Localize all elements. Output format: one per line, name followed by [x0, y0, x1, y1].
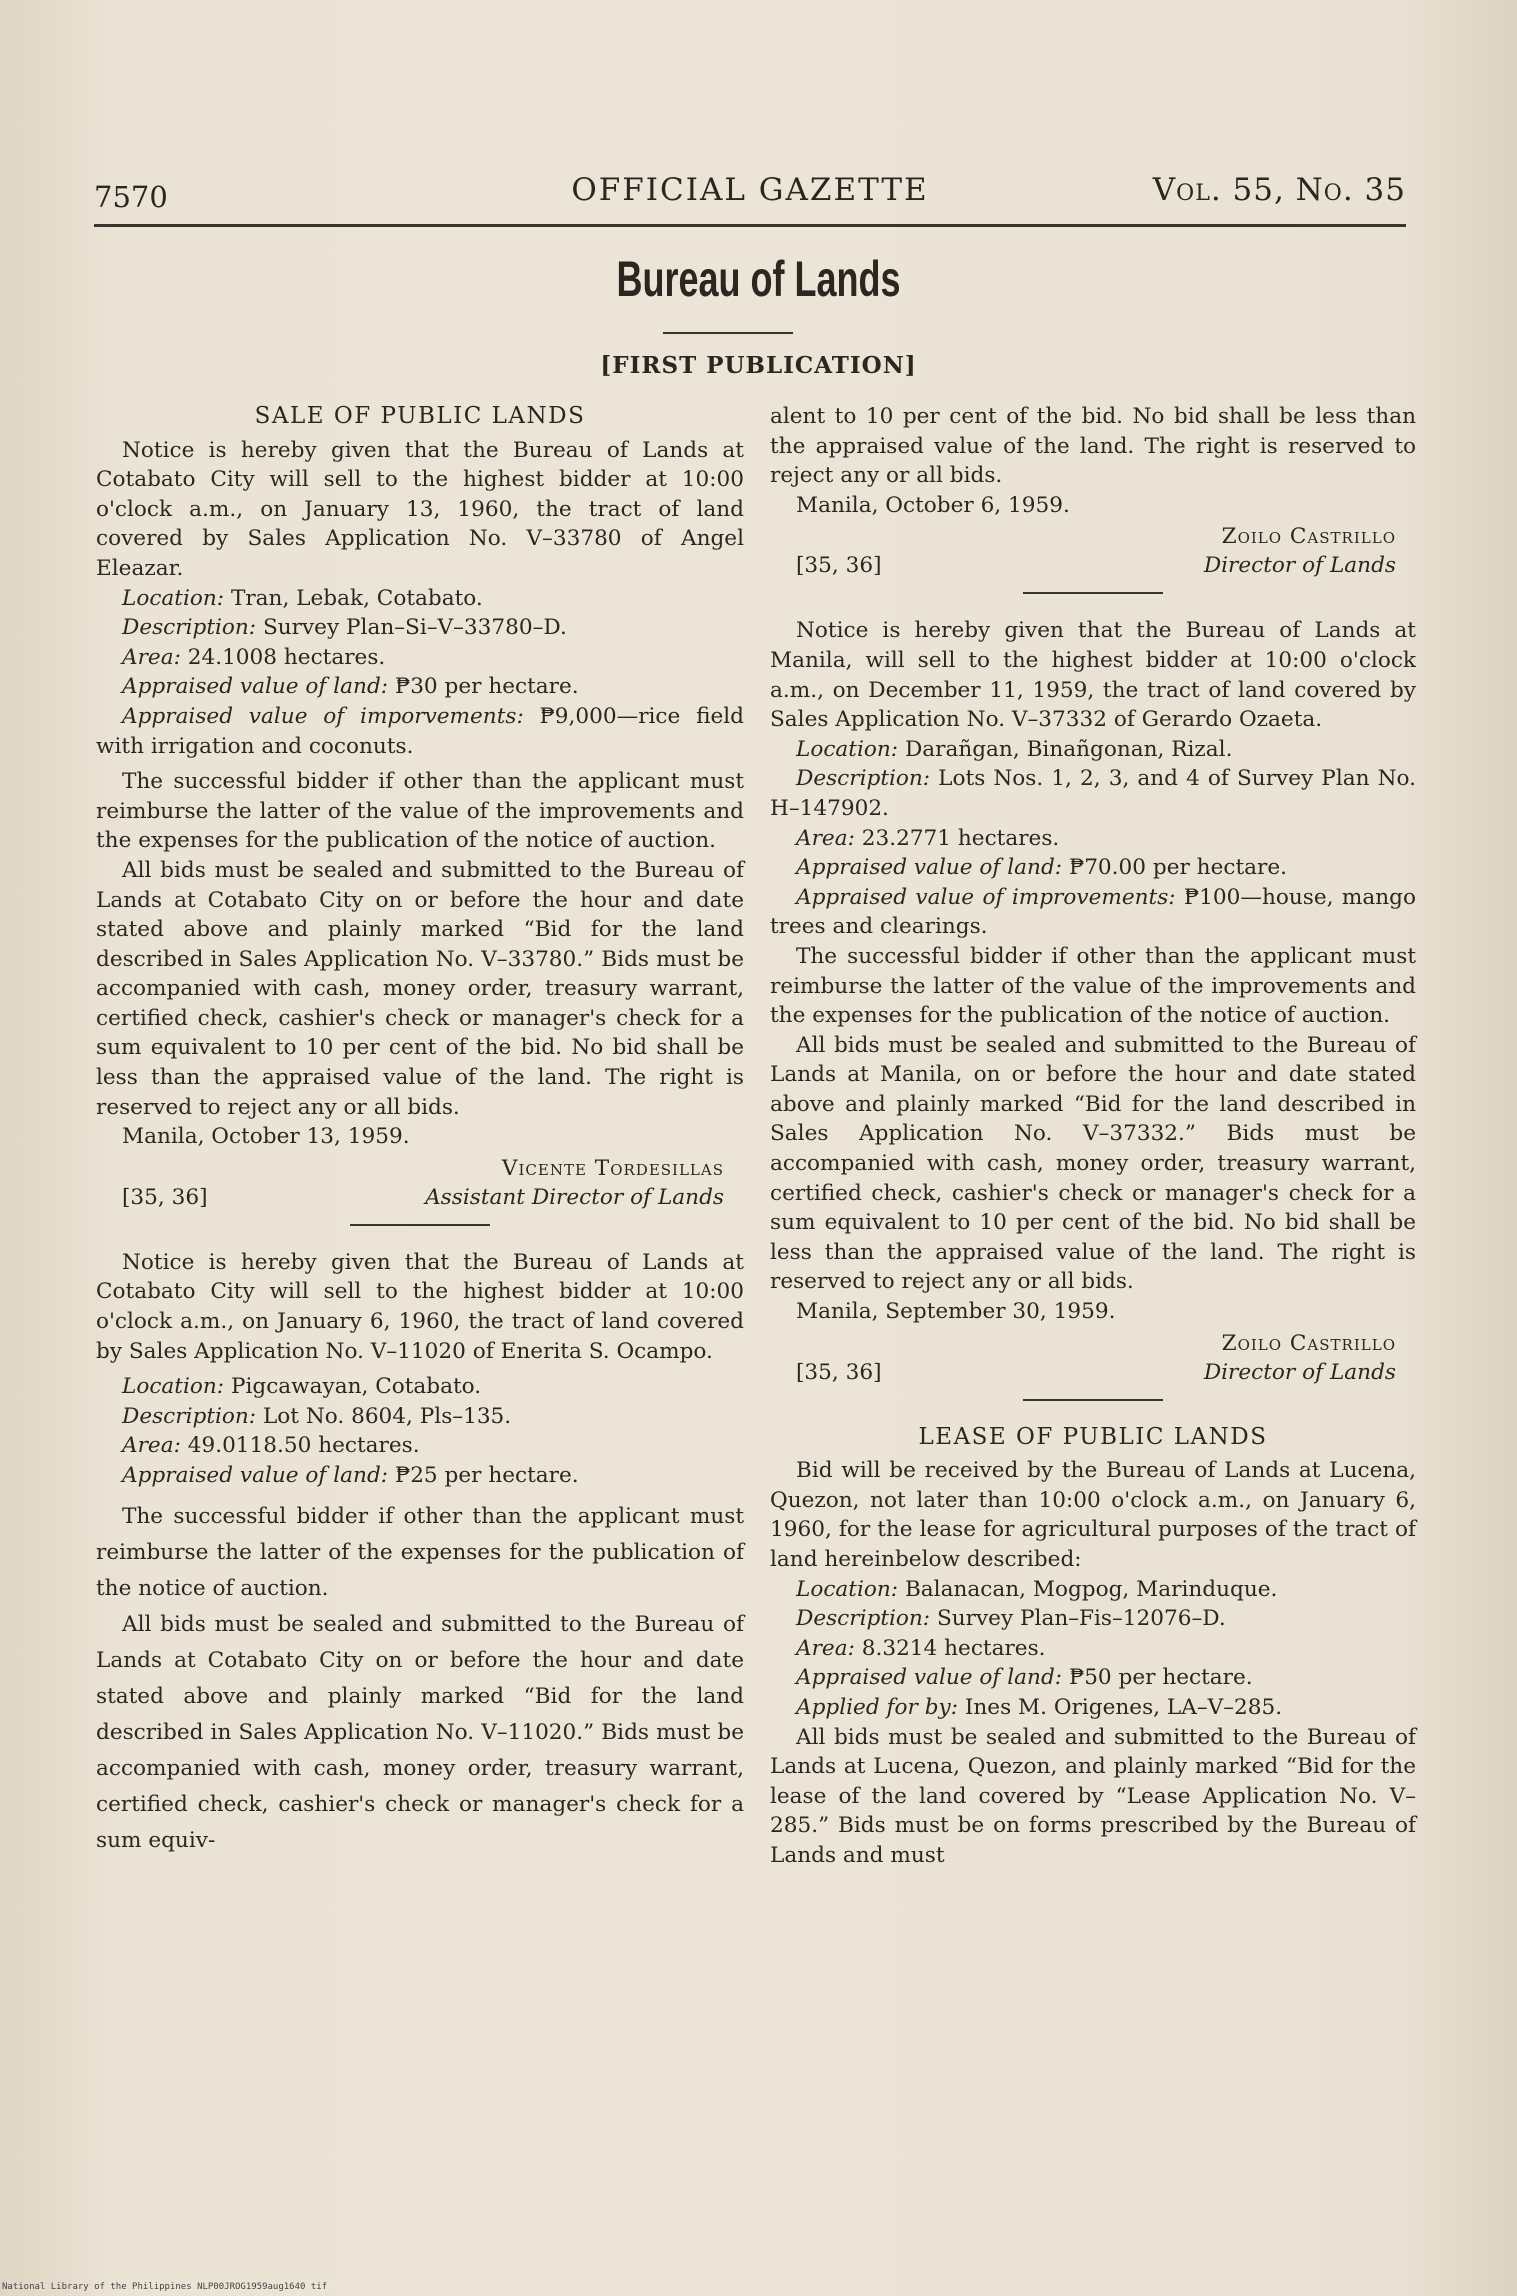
scan-footer: National Library of the Philippines NLP00JROG1959aug1640 tif — [2, 2282, 328, 2292]
description-value: Lot No. 8604, Pls–135. — [256, 1403, 512, 1429]
lease-bids-paragraph: All bids must be sealed and submitted to the Bureau of Lands at Lucena, Quezon, and plainly marked “Bid for the lease of the land covered by “Lease Application No. V–285.” Bids must be on forms prescribed by the Bureau of Lands and must — [770, 1724, 1416, 1868]
appraised-land-line — [96, 1461, 744, 1491]
sale-heading: SALE OF PUBLIC LANDS — [254, 403, 586, 429]
location-label: Location: — [122, 585, 225, 611]
description-line — [770, 1604, 1416, 1634]
description-value: Survey Plan–Si–V–33780–D. — [256, 615, 567, 641]
notice-date: Manila, October 13, 1959. — [122, 1124, 410, 1150]
location-value: Darañgan, Binañgonan, Rizal. — [898, 736, 1233, 762]
signature-block — [770, 1329, 1416, 1389]
description-label: Description: — [796, 766, 931, 792]
location-line — [770, 735, 1416, 765]
signature-block — [770, 522, 1416, 582]
description-label: Description: — [122, 1403, 257, 1429]
description-value: Lots Nos. 1, 2, 3, and 4 of Survey Plan No. H–147902. — [770, 766, 1416, 821]
volume-number: Vol. 55, No. 35 — [1152, 172, 1406, 208]
notice-separator — [1023, 1399, 1163, 1401]
notice-date: Manila, September 30, 1959. — [796, 1299, 1116, 1325]
location-line — [770, 1575, 1416, 1605]
location-label: Location: — [796, 1576, 899, 1602]
applied-for-line — [770, 1693, 1416, 1723]
location-line — [96, 1372, 744, 1402]
area-label: Area: — [122, 1433, 181, 1459]
title-rule — [663, 332, 793, 334]
location-value: Balanacan, Mogpog, Marinduque. — [898, 1576, 1278, 1602]
appraised-land-line — [770, 1663, 1416, 1693]
lease-intro: Bid will be received by the Bureau of Lands at Lucena, Quezon, not later than 10:00 o'clock a.m., on January 6, 1960, for the lease for agricultural purposes of the tract of land hereinbelow described: — [770, 1458, 1416, 1572]
area-value: 24.1008 hectares. — [180, 644, 386, 670]
area-label: Area: — [796, 825, 855, 851]
area-line — [96, 643, 744, 673]
notice-separator — [350, 1224, 490, 1226]
issue-reference: [35, 36] — [796, 1359, 882, 1385]
notice-intro: Notice is hereby given that the Bureau of Lands at Cotabato City will sell to the highest bidder at 10:00 o'clock a.m., on January 13, 1960, the tract of land covered by Sales Application No. V–33780 of Angel Eleazar. — [96, 437, 744, 581]
publication-title: OFFICIAL GAZETTE — [571, 172, 929, 208]
page-header — [94, 168, 1406, 218]
signer-title: Assistant Director of Lands — [425, 1184, 724, 1210]
signature-block — [96, 1154, 744, 1214]
location-label: Location: — [122, 1374, 225, 1400]
bids-paragraph: All bids must be sealed and submitted to the Bureau of Lands at Cotabato City on or before the hour and date stated above and plainly marked “Bid for the land described in Sales Application No. V–33780.” Bids must be accompanied with cash, money order, treasury warrant, certified check, cashier's check or manager's check for a sum equivalent to 10 per cent of the bid. No bid shall be less than the appraised value of the land. The right is reserved to reject any or all bids. — [96, 857, 744, 1120]
area-value: 8.3214 hectares. — [854, 1635, 1046, 1661]
signer-title: Director of Lands — [1203, 553, 1396, 579]
header-rule — [94, 224, 1406, 227]
signer-name: Zoilo Castrillo — [1221, 1330, 1396, 1356]
description-line — [96, 1402, 744, 1432]
appraised-land-line — [770, 853, 1416, 883]
reimburse-paragraph: The successful bidder if other than the applicant must reimburse the latter of the value of the improvements and the expenses for the publication of the notice of auction. — [96, 769, 744, 854]
applied-for-label: Applied for by: — [796, 1694, 958, 1720]
appraised-land-label: Appraised value of land: — [122, 1463, 389, 1488]
appraised-land-value: ₱70.00 per hectare. — [1062, 855, 1287, 881]
notice-date: Manila, October 6, 1959. — [796, 492, 1070, 518]
description-label: Description: — [122, 615, 257, 641]
location-label: Location: — [796, 736, 899, 762]
area-label: Area: — [796, 1635, 855, 1661]
left-column — [96, 402, 744, 1859]
area-value: 23.2771 hectares. — [854, 825, 1060, 851]
signer-title: Director of Lands — [1203, 1359, 1396, 1385]
publication-label: [FIRST PUBLICATION] — [600, 352, 917, 379]
appraised-land-value: ₱25 per hectare. — [388, 1463, 579, 1488]
appraised-land-label: Appraised value of land: — [796, 855, 1063, 881]
appraised-improvements-label: Appraised value of imporvements: — [122, 703, 524, 729]
area-line — [96, 1431, 744, 1461]
location-value: Pigcawayan, Cotabato. — [224, 1374, 482, 1400]
area-label: Area: — [122, 644, 181, 670]
appraised-land-value: ₱50 per hectare. — [1062, 1665, 1253, 1691]
appraised-land-line — [96, 672, 744, 702]
description-label: Description: — [796, 1606, 931, 1632]
appraised-improvements-label: Appraised value of improvements: — [796, 884, 1176, 910]
reimburse-paragraph: The successful bidder if other than the applicant must reimburse the latter of the value of the improvements and the expenses for the publication of the notice of auction. — [770, 943, 1416, 1029]
appraised-improvements-line — [770, 883, 1416, 942]
page-number: 7570 — [94, 180, 168, 214]
location-value: Tran, Lebak, Cotabato. — [224, 585, 483, 611]
issue-reference: [35, 36] — [796, 553, 882, 579]
appraised-land-label: Appraised value of land: — [122, 674, 389, 700]
notice-intro: Notice is hereby given that the Bureau of Lands at Cotabato City will sell to the highest bidder at 10:00 o'clock a.m., on January 6, 1960, the tract of land covered by Sales Application No. V–11020 of Enerita S. Ocampo. — [96, 1249, 744, 1364]
appraised-land-value: ₱30 per hectare. — [388, 674, 579, 700]
continued-paragraph: alent to 10 per cent of the bid. No bid shall be less than the appraised value of the land. The right is reserved to reject any or all bids. — [770, 404, 1416, 489]
signer-name: Zoilo Castrillo — [1221, 524, 1396, 550]
area-line — [770, 824, 1416, 854]
appraised-improvements-value: ₱9,000—rice field with irrigation and coconuts. — [96, 703, 744, 759]
appraised-land-label: Appraised value of land: — [796, 1665, 1063, 1691]
appraised-improvements-line — [96, 702, 744, 761]
description-line — [96, 613, 744, 643]
appraised-improvements-value: ₱100—house, mango trees and clearings. — [770, 884, 1416, 940]
description-line — [770, 764, 1416, 823]
notice-intro: Notice is hereby given that the Bureau of Lands at Manila, will sell to the highest bidder at 10:00 o'clock a.m., on December 11, 1959, the tract of land covered by Sales Application No. V–37332 of Gerardo Ozaeta. — [770, 618, 1416, 733]
issue-reference: [35, 36] — [122, 1184, 208, 1210]
area-line — [770, 1634, 1416, 1664]
applied-for-value: Ines M. Origenes, LA–V–285. — [958, 1694, 1283, 1720]
section-title: Bureau of Lands — [616, 251, 901, 307]
signer-name: Vicente Tordesillas — [501, 1155, 724, 1181]
reimburse-paragraph: The successful bidder if other than the applicant must reimburse the latter of the expenses for the publication of the notice of auction. — [96, 1503, 744, 1601]
notice-separator — [1023, 592, 1163, 594]
location-line — [96, 584, 744, 614]
right-column — [770, 402, 1416, 1871]
area-value: 49.0118.50 hectares. — [180, 1433, 420, 1459]
bids-paragraph: All bids must be sealed and submitted to the Bureau of Lands at Manila, on or before the hour and date stated above and plainly marked “Bid for the land described in Sales Application No. V–37332.” Bids must be accompanied with cash, money order, treasury warrant, certified check, cashier's check or manager's check for a sum equivalent to 10 per cent of the bid. No bid shall be less than the appraised value of the land. The right is reserved to reject any or all bids. — [770, 1032, 1416, 1295]
description-value: Survey Plan–Fis–12076–D. — [930, 1606, 1226, 1632]
bids-paragraph: All bids must be sealed and submitted to the Bureau of Lands at Cotabato City on or before the hour and date stated above and plainly marked “Bid for the land described in Sales Application No. V–11020.” Bids must be accompanied with cash, money order, treasury warrant, certified check, cashier's check or manager's check for a sum equiv- — [96, 1611, 744, 1853]
lease-heading: LEASE OF PUBLIC LANDS — [918, 1423, 1268, 1450]
